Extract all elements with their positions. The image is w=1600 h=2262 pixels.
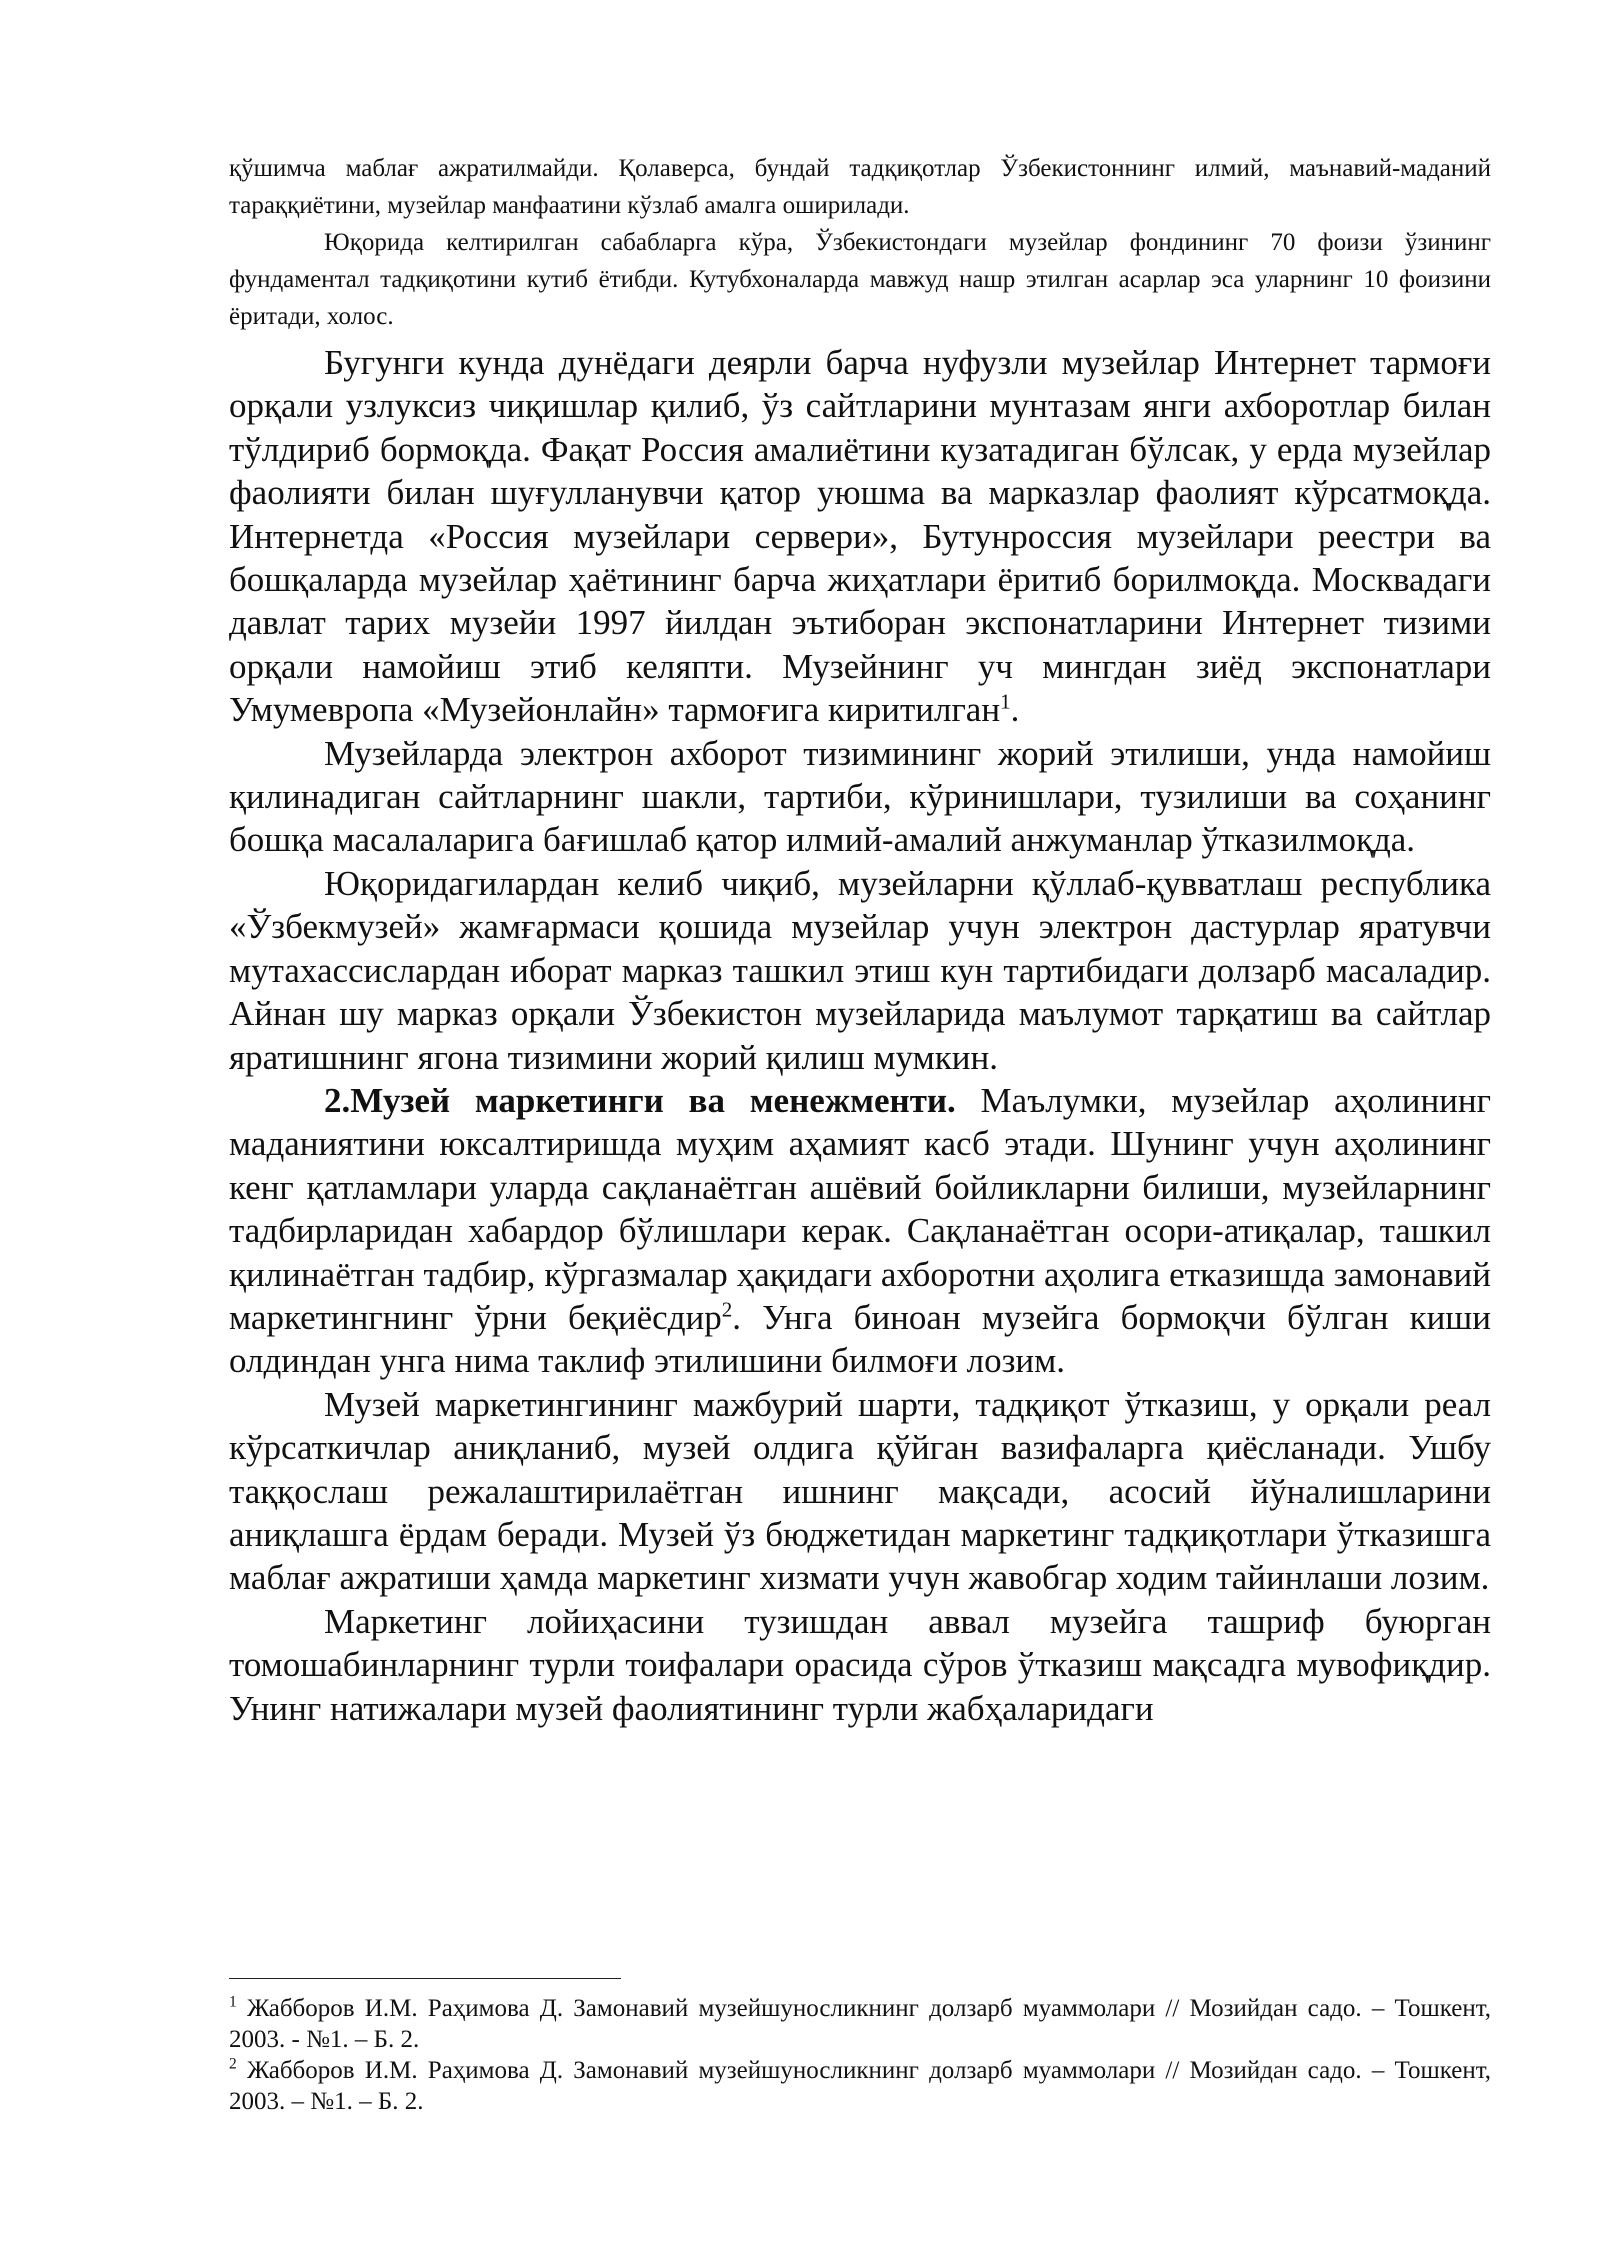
footnotes [229, 1993, 1491, 2117]
body-paragraph-4 [229, 1079, 1491, 1383]
footnote-ref-1: 1 [1000, 689, 1011, 714]
body-paragraph-5: Музей маркетингининг мажбурий шарти, тадқиқот ўтказиш, у орқали реал кўрсаткичлар аниқланиб, музей олдига қўйган вазифаларга қиёсланади. Ушбу таққослаш режалаштирилаётган ишнинг мақсади, асосий йўналишларини аниқлашга ёрдам беради. Музей ўз бюджетидан маркетинг тадқиқотлари ўтказишга маблағ ажратиши ҳамда маркетинг хизмати учун жавобгар ходим тайинлаши лозим. [229, 1384, 1491, 1598]
body-paragraph-6: Маркетинг лойиҳасини тузишдан аввал музейга ташриф буюрган томошабинларнинг турли тоифалари орасида сўров ўтказиш мақсадга мувофиқдир. Унинг натижалари музей фаолиятининг турли жабҳаларидаги [229, 1601, 1491, 1728]
body-paragraph-3: Юқоридагилардан келиб чиқиб, музейларни қўллаб-қувватлаш республика «Ўзбекмузей» жамғармаси қошида музейлар учун электрон дастурлар яратувчи мутахассислардан иборат марказ ташкил этиш кун тартибидаги долзарб масаладир. Айнан шу марказ орқали Ўзбекистон музейларида маълумот тарқатиш ва сайтлар яратишнинг ягона тизимини жорий қилиш мумкин. [229, 863, 1491, 1077]
body-paragraph-2: Музейларда электрон ахборот тизимининг жорий этилиши, унда намойиш қилинадиган сайтларнинг шакли, тартиби, кўринишлари, тузилиши ва соҳанинг бошқа масалаларига бағишлаб қатор илмий-амалий анжуманлар ўтказилмоқда. [229, 733, 1491, 860]
intro-paragraph-1: қўшимча маблағ ажратилмайди. Қолаверса, бундай тадқиқотлар Ўзбекистоннинг илмий, маънавий-маданий тараққиётини, музейлар манфаатини кўзлаб амалга оширилади. [229, 155, 1491, 219]
document-page [229, 150, 1491, 1730]
paragraph-text-end: . Унга биноан музейга бормоқчи бўлган киши олдиндан унга нима таклиф этилишини билмоғи лозим. [229, 1297, 1491, 1381]
footnote-1 [229, 1993, 1491, 2055]
paragraph-text-end: . [1010, 690, 1020, 730]
intro-block [229, 150, 1491, 335]
paragraph-text: Маълумки, музейлар аҳолининг маданиятини юксалтиришда муҳим аҳамият касб этади. Шунинг учун аҳолининг кенг қатламлари уларда сақланаётган ашёвий бойликларни билиши, музейларнинг тадбирларидан хабардор бўлишлари керак. Сақланаётган осори-атиқалар, ташкил қилинаётган тадбир, кўргазмалар ҳақидаги ахборотни аҳолига етказишда замонавий маркетингнинг ўрни беқиёсдир [229, 1080, 1491, 1337]
body-paragraph-1 [229, 341, 1491, 732]
footnote-number: 2 [229, 2055, 237, 2073]
footnote-text: Жабборов И.М. Раҳимова Д. Замонавий музейшуносликнинг долзарб муаммолари // Мозийдан садо. – Тошкент, 2003. - №1. – Б. 2. [229, 1995, 1491, 2053]
footnote-text: Жабборов И.М. Раҳимова Д. Замонавий музейшуносликнинг долзарб муаммолари // Мозийдан садо. – Тошкент, 2003. – №1. – Б. 2. [229, 2057, 1491, 2115]
section-heading: 2.Музей маркетинги ва менежменти. [324, 1080, 956, 1120]
footnote-separator [229, 1978, 621, 1979]
footnote-number: 1 [229, 1993, 237, 2011]
paragraph-text: Бугунги кунда дунёдаги деярли барча нуфузли музейлар Интернет тармоғи орқали узлуксиз чиқишлар қилиб, ўз сайтларини мунтазам янги ахборотлар билан тўлдириб бормоқда. Фақат Россия амалиётини кузатадиган бўлсак, у ерда музейлар фаолияти билан шуғулланувчи қатор уюшма ва марказлар фаолият кўрсатмоқда. Интернетда «Россия музейлари сервери», Бутунроссия музейлари реестри ва бошқаларда музейлар ҳаётининг барча жиҳатлари ёритиб борилмоқда. Москвадаги давлат тарих музейи 1997 йилдан эътиборан экспонатларини Интернет тизими орқали намойиш этиб келяпти. Музейнинг уч мингдан зиёд экспонатлари Умумевропа «Музейонлайн» тармоғига киритилган [229, 343, 1491, 730]
intro-paragraph-2: Юқорида келтирилган сабабларга кўра, Ўзбекистондаги музейлар фондининг 70 фоизи ўзининг фундаментал тадқиқотини кутиб ётибди. Кутубхоналарда мавжуд нашр этилган асарлар эса уларнинг 10 фоизини ёритади, холос. [229, 229, 1491, 330]
footnote-2 [229, 2055, 1491, 2117]
body-text [229, 341, 1491, 1730]
footnote-ref-2: 2 [721, 1297, 733, 1322]
